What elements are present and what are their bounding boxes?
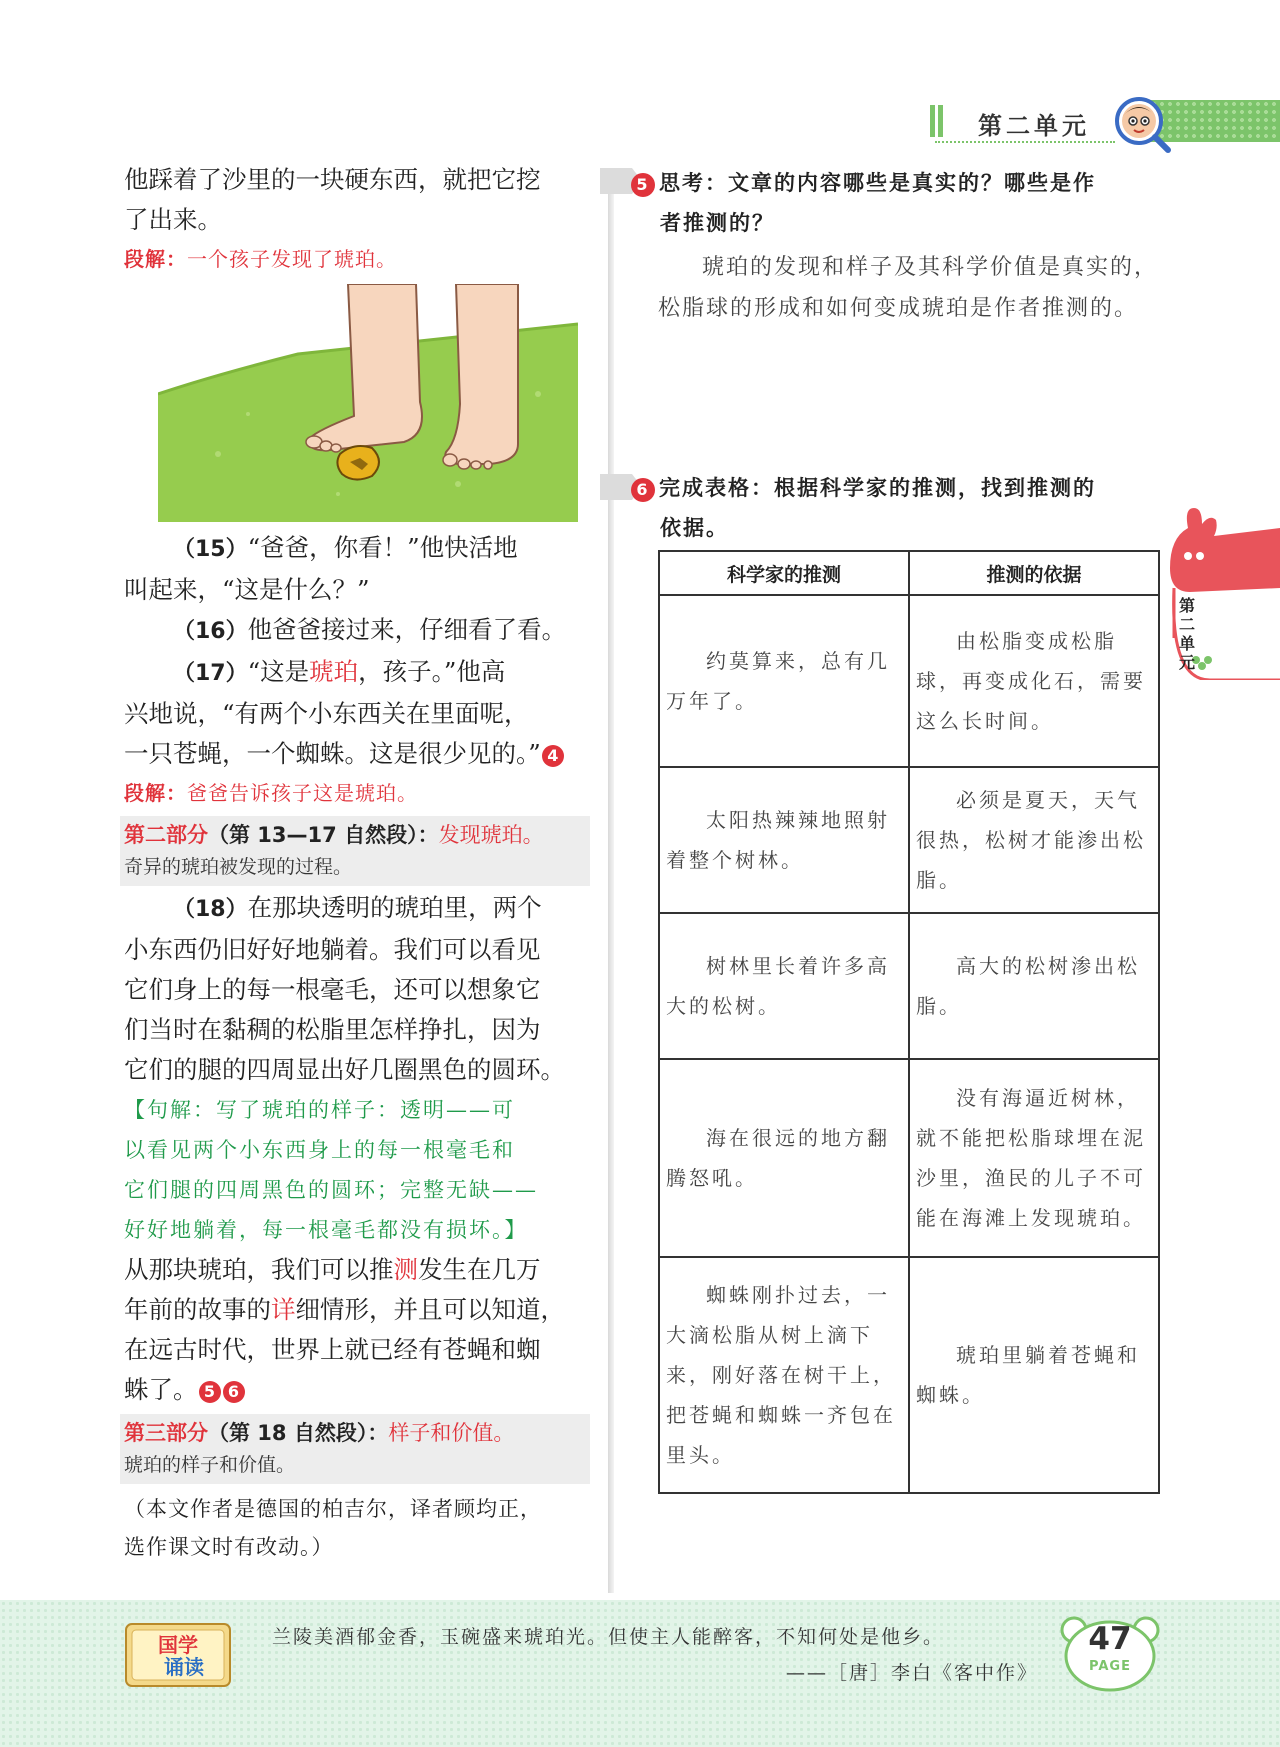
segment-text: 一个孩子发现了琥珀。 (187, 247, 397, 271)
question-number-6: 6 (631, 478, 655, 502)
table-header-basis: 推测的依据 (909, 551, 1159, 595)
question-6: 6 完成表格：根据科学家的推测，找到推测的 依据。 (630, 468, 1162, 548)
header-bars-decoration (930, 105, 946, 137)
question-marker-5: 5 (199, 1381, 221, 1403)
magnifier-mascot-icon (1112, 94, 1172, 154)
part-three-summary-box: 第三部分（第 18 自然段）：样子和价值。 琥珀的样子和价值。 (120, 1414, 590, 1484)
table-row: 蜘蛛刚扑过去，一大滴松脂从树上滴下来，刚好落在树干上，把苍蝇和蜘蛛一齐包在里头。 琥珀里躺着苍蝇和蜘蛛。 (659, 1257, 1159, 1493)
table-row: 树林里长着许多高大的松树。 高大的松树渗出松脂。 (659, 913, 1159, 1059)
author-note: （本文作者是德国的柏吉尔，译者顾均正， 选作课文时有改动。） (124, 1497, 542, 1559)
feet-amber-illustration (158, 284, 578, 522)
table-row: 太阳热辣辣地照射着整个树林。 必须是夏天，天气很热，松树才能渗出松脂。 (659, 767, 1159, 913)
question-number-5: 5 (631, 173, 655, 197)
segment-note-1 (124, 240, 594, 278)
unit-title: 第二单元 (978, 112, 1090, 140)
footer-poem-source: ——［唐］李白《客中作》 (786, 1662, 1039, 1684)
amber-keyword: 琥珀 (309, 657, 359, 686)
column-divider (608, 178, 614, 1593)
segment-text: 爸爸告诉孩子这是琥珀。 (187, 781, 418, 805)
intro-line-1: 他踩着了沙里的一块硬东西，就把它挖 (124, 165, 541, 194)
intro-line-2: 了出来。 (124, 205, 222, 234)
page-label: PAGE (1089, 1659, 1131, 1674)
logo-top-text: 国学 (158, 1633, 198, 1657)
left-column: 他踩着了沙里的一块硬东西，就把它挖 了出来。 段解：一个孩子发现了琥珀。 （15）“爸爸，你看！”他快活地 叫起来，“这是什么？” （16）他爸爸接过来，仔细看了看。 （17）“这是琥珀，孩子。”他高 兴地说，“有两个小东西关在里面呢， 一只苍蝇，一个蜘蛛。这是很少见的。” 4 段解：爸爸告诉孩子这是琥珀。 第二部分（第 13—17 自然段）：发现琥珀。 奇异的琥珀被发现的过程。 （18）在那块透明的琥珀里，两个 小东西仍旧好好地躺着。我们可以看见 它们身上的每一根毫毛，还可以想象它 们当时在黏稠的松脂里怎样挣扎，因为 它们的腿的四周显出好几圈黑色的圆环。 【句解：写了琥珀的样子：透明——可 以看见两个小东西身上的每一根毫毛和 它们腿的四周黑色的圆环；完整无缺—— 好好地躺着，每一根毫毛都没有损坏。】 从那块琥珀，我们可以推测发生在几万 年前的故事的详细情形，并且可以知道， 在远古时代，世界上就已经有苍蝇和蜘 蛛了。 5 6 第三部分（第 18 自然段）：样子和价值。 琥珀的样子和价值。 （本文作者是德国的柏吉尔，译者顾均正， 选作课文时有改动。） (124, 160, 594, 1566)
footer-poem: 兰陵美酒郁金香，玉碗盛来琥珀光。但使主人能醉客，不知何处是他乡。 (272, 1626, 945, 1648)
answer-5: 琥珀的发现和样子及其科学价值是真实的，松脂球的形成和如何变成琥珀是作者推测的。 (658, 255, 1159, 321)
guoxue-songdu-logo (124, 1622, 232, 1688)
paragraph-17-line2: 兴地说，“有两个小东西关在里面呢， (124, 699, 529, 728)
table-header-guess: 科学家的推测 (659, 551, 909, 595)
question-5: 5 思考：文章的内容哪些是真实的？哪些是作 者推测的？ (630, 163, 1162, 243)
paragraph-16: （16）他爸爸接过来，仔细看了看。 (173, 615, 567, 644)
table-row: 海在很远的地方翻腾怒吼。 没有海逼近树林，就不能把松脂球埋在泥沙里，渔民的儿子不可能在海滩上发现琥珀。 (659, 1059, 1159, 1257)
sentence-analysis-note: 【句解：写了琥珀的样子：透明——可 以看见两个小东西身上的每一根毫毛和 它们腿的四周黑色的圆环；完整无缺—— 好好地躺着，每一根毫毛都没有损坏。】 (124, 1098, 538, 1242)
inference-table (658, 550, 1160, 1494)
paragraph-15: （15）“爸爸，你看！”他快活地 (173, 533, 518, 562)
segment-label: 段解： (124, 247, 187, 271)
paragraph-18: （18）在那块透明的琥珀里，两个 (173, 893, 542, 922)
paragraph-17: （17）“这是琥珀，孩子。”他高 (173, 657, 506, 686)
logo-bottom-text: 诵读 (164, 1655, 204, 1679)
question-marker-4: 4 (542, 745, 564, 767)
segment-label: 段解： (124, 781, 187, 805)
table-row: 约莫算来，总有几万年了。 由松脂变成松脂球，再变成化石，需要这么长时间。 (659, 595, 1159, 767)
paragraph-17-line3: 一只苍蝇，一个蜘蛛。这是很少见的。” 4 (124, 734, 594, 774)
page-number: 47 (1088, 1621, 1132, 1657)
paragraph-15-line2: 叫起来，“这是什么？” (124, 575, 370, 604)
part-two-summary-box: 第二部分（第 13—17 自然段）：发现琥珀。 奇异的琥珀被发现的过程。 (120, 816, 590, 886)
header-dotted-line (935, 141, 1115, 143)
question-marker-6: 6 (223, 1381, 245, 1403)
segment-note-2 (124, 774, 594, 812)
side-tab-label: 第 二 单 元 (1178, 596, 1195, 672)
